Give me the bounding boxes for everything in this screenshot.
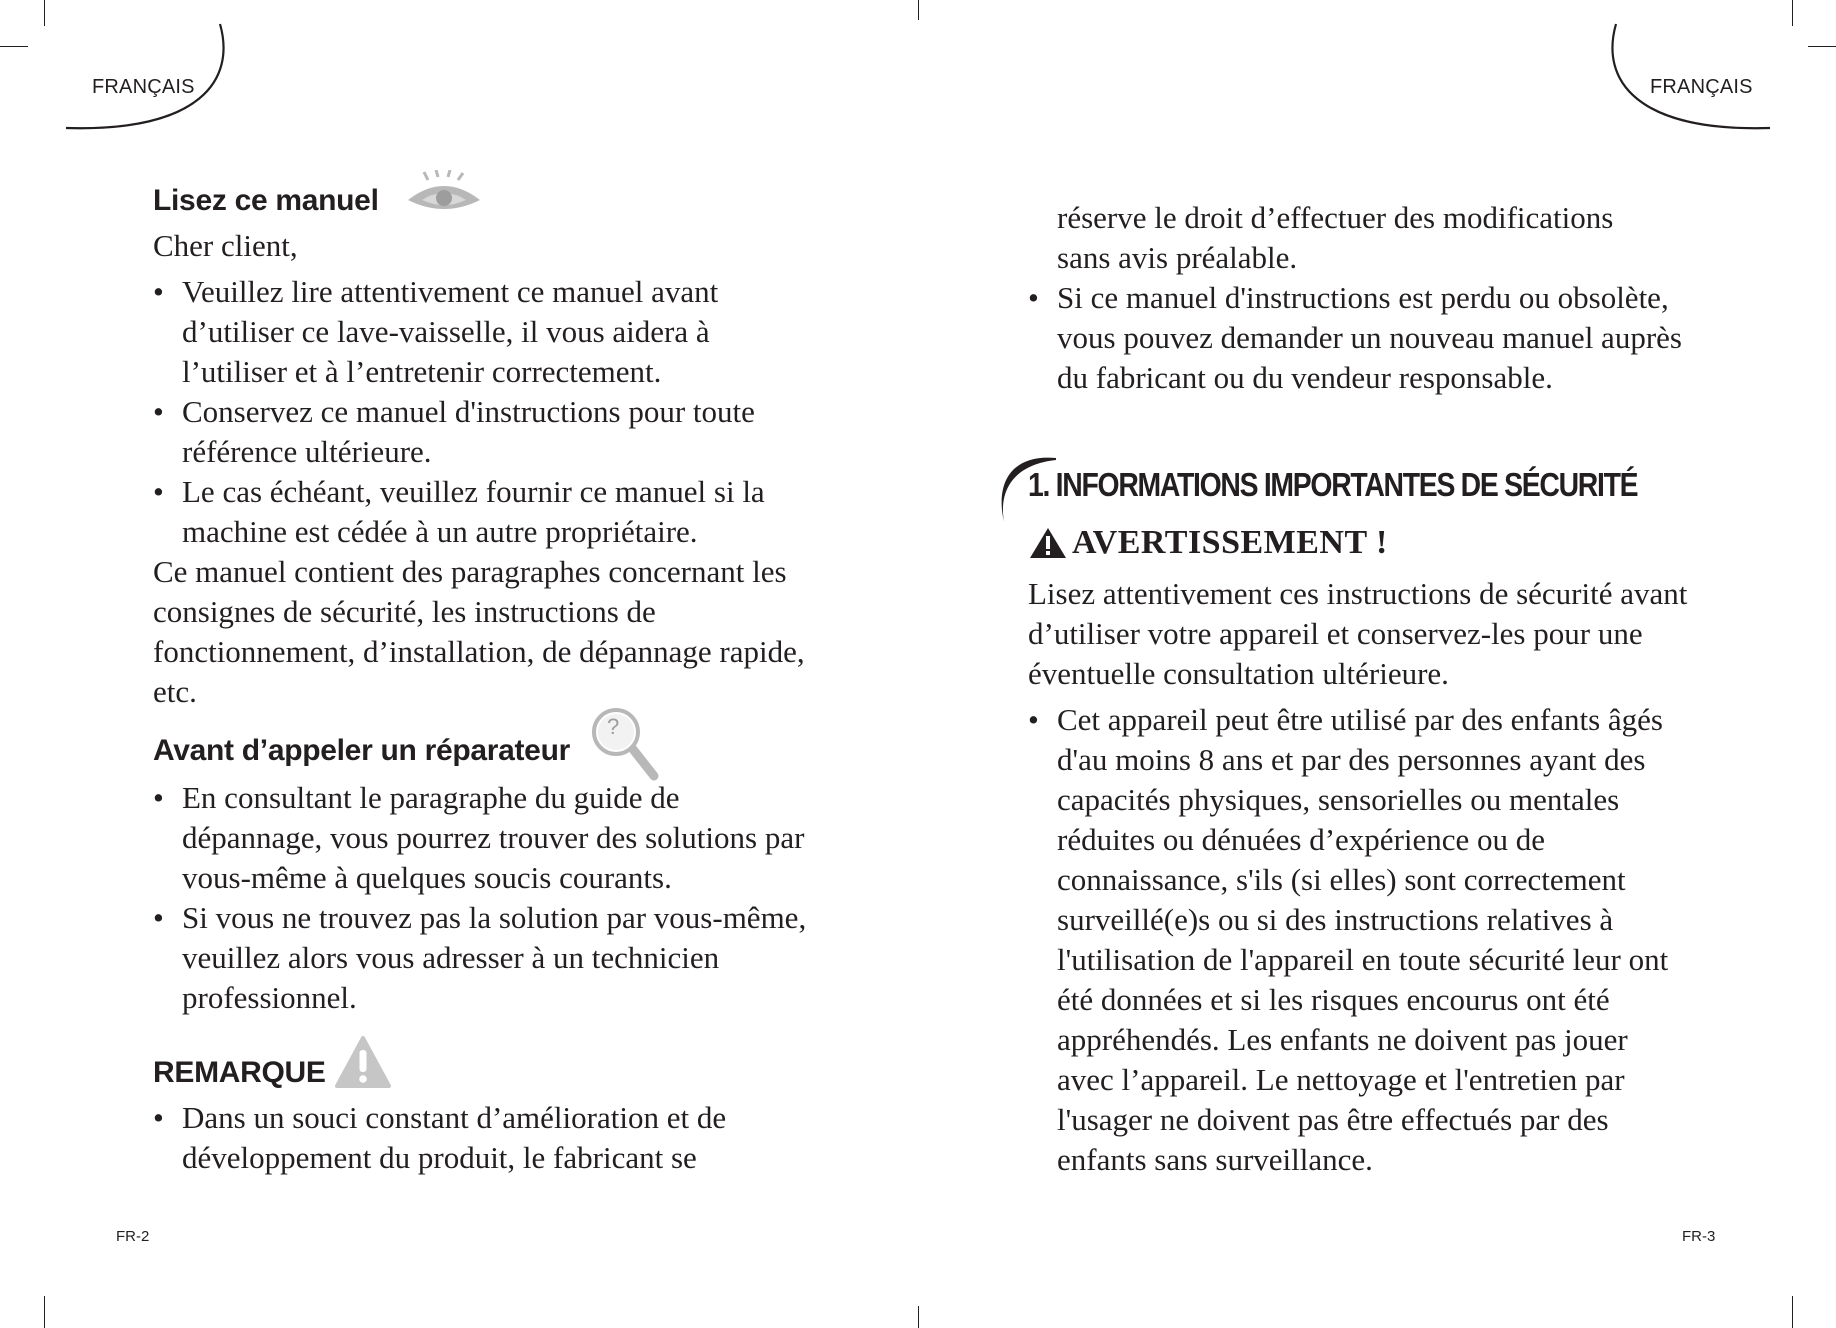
magnifier-question-icon bbox=[590, 706, 660, 782]
warning-triangle-icon bbox=[1028, 526, 1068, 560]
before-call-bullets bbox=[153, 778, 813, 1018]
read-manual-heading: Lisez ce manuel bbox=[153, 184, 379, 217]
list-item: • Conservez ce manuel d'instructions pour toute référence ultérieure. bbox=[153, 392, 813, 472]
list-item: • Dans un souci constant d’amélioration et de développement du produit, le fabricant se bbox=[153, 1098, 813, 1178]
manual-contents-paragraph: Ce manuel contient des paragraphes concernant les consignes de sécurité, les instructions de fonctionnement, d’installation, de dépannage rapide, etc. bbox=[153, 554, 805, 709]
remark-heading: REMARQUE bbox=[153, 1056, 326, 1089]
list-item: • Si ce manuel d'instructions est perdu ou obsolète, vous pouvez demander un nouveau manuel auprès du fabricant ou du vendeur responsable. bbox=[1028, 278, 1688, 398]
list-item: • Cet appareil peut être utilisé par des enfants âgés d'au moins 8 ans et par des personnes ayant des capacités physiques, sensorielles ou mentales réduites ou dénuées d’expérience ou de connaissance, s'ils (si elles) sont correctement surveillé(e)s ou si des instructions relatives à l'utilisation de l'appareil en toute sécurité leur ont été données et si les risques encourus ont été appréhendés. Les enfants ne doivent pas jouer avec l’appareil. Le nettoyage et l'entretien par l'usager ne doivent pas être effectués par des enfants sans surveillance. bbox=[1028, 700, 1688, 1180]
list-item: • Veuillez lire attentivement ce manuel avant d’utiliser ce lave-vaisselle, il vous aidera à l’utiliser et à l’entretenir correctement. bbox=[153, 272, 813, 392]
manual-lost-bullets bbox=[1028, 278, 1688, 398]
language-label-right: FRANÇAIS bbox=[1650, 76, 1753, 98]
before-call-heading: Avant d’appeler un réparateur bbox=[153, 734, 570, 767]
greeting: Cher client, bbox=[153, 228, 298, 263]
header-curve-right bbox=[1576, 0, 1836, 150]
page-number-right: FR-3 bbox=[1682, 1228, 1716, 1245]
page-number-left: FR-2 bbox=[116, 1228, 150, 1245]
magnifier-question-mark: ? bbox=[607, 714, 620, 739]
read-manual-bullets bbox=[153, 272, 813, 552]
warning-triangle-icon bbox=[334, 1034, 392, 1090]
eye-icon bbox=[404, 170, 484, 222]
warning-intro: Lisez attentivement ces instructions de sécurité avant d’utiliser votre appareil et conservez-les pour une éventuelle consultation ultérieure. bbox=[1028, 576, 1688, 691]
list-item: • Le cas échéant, veuillez fournir ce manuel si la machine est cédée à un autre propriétaire. bbox=[153, 472, 813, 552]
warning-title bbox=[1028, 524, 1388, 562]
warning-bullets bbox=[1028, 700, 1688, 1180]
remark-bullets bbox=[153, 1098, 813, 1178]
continuation-text: réserve le droit d’effectuer des modifications sans avis préalable. bbox=[1057, 200, 1614, 275]
section-title: 1. INFORMATIONS IMPORTANTES DE SÉCURITÉ bbox=[1028, 466, 1638, 503]
warning-title-text: AVERTISSEMENT ! bbox=[1072, 524, 1388, 561]
language-label-left: FRANÇAIS bbox=[92, 76, 195, 98]
list-item: • En consultant le paragraphe du guide de dépannage, vous pourrez trouver des solutions par vous-même à quelques soucis courants. bbox=[153, 778, 813, 898]
list-item: • Si vous ne trouvez pas la solution par vous-même, veuillez alors vous adresser à un technicien professionnel. bbox=[153, 898, 813, 1018]
header-curve-left bbox=[0, 0, 260, 150]
